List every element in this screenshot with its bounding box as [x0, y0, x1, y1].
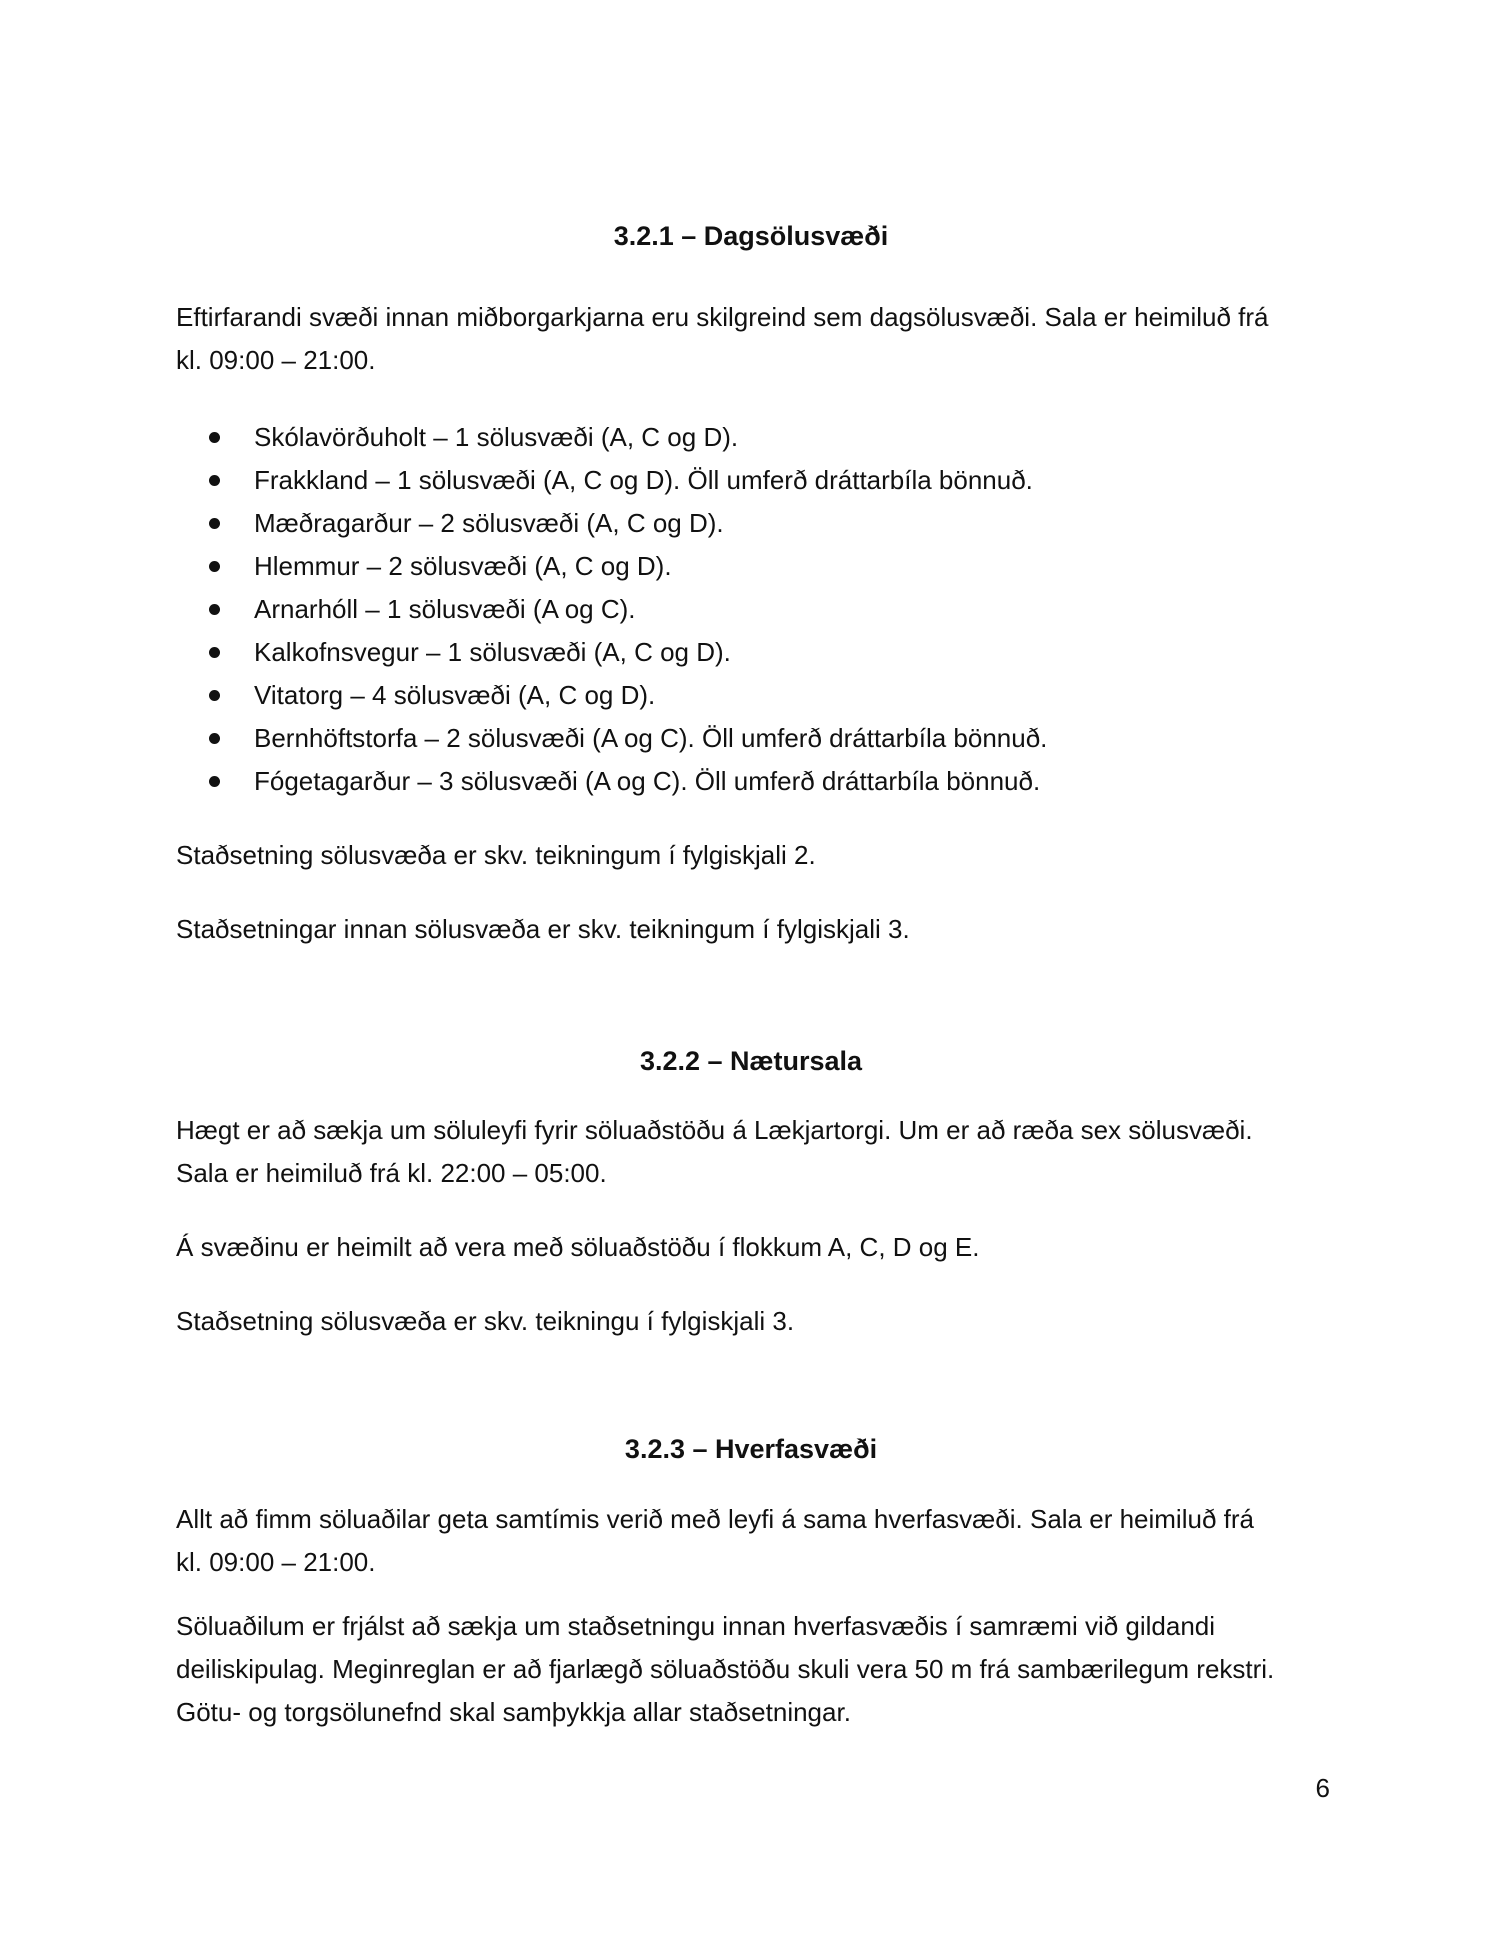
paragraph-hverfasvaedi-intro [176, 1498, 1326, 1584]
list-item-text: Mæðragarður – 2 sölusvæði (A, C og D). [254, 508, 724, 538]
text-line: deiliskipulag. Meginreglan er að fjarlægð söluaðstöðu skuli vera 50 m frá sambærilegum rekstri. [176, 1654, 1275, 1684]
text-line: Söluaðilum er frjálst að sækja um staðsetningu innan hverfasvæðis í samræmi við gildandi [176, 1611, 1216, 1641]
paragraph-hverfasvaedi-rules [176, 1605, 1326, 1734]
bullet-icon [209, 776, 220, 787]
paragraph-location-within-areas: Staðsetningar innan sölusvæða er skv. teikningum í fylgiskjali 3. [176, 914, 910, 944]
bullet-icon [209, 647, 220, 658]
list-item [176, 588, 1326, 631]
bullet-icon [209, 432, 220, 443]
bullet-icon [209, 690, 220, 701]
list-item-text: Bernhöftstorfa – 2 sölusvæði (A og C). Öll umferð dráttarbíla bönnuð. [254, 723, 1048, 753]
list-item-text: Hlemmur – 2 sölusvæði (A, C og D). [254, 551, 672, 581]
list-item-text: Skólavörðuholt – 1 sölusvæði (A, C og D). [254, 422, 739, 452]
paragraph-naetursala-intro [176, 1109, 1326, 1195]
paragraph-naetursala-location: Staðsetning sölusvæða er skv. teikningu í fylgiskjali 3. [176, 1306, 795, 1336]
page-number: 6 [1315, 1773, 1330, 1803]
list-item [176, 459, 1326, 502]
text-line: kl. 09:00 – 21:00. [176, 345, 376, 375]
text-line: Götu- og torgsölunefnd skal samþykkja allar staðsetningar. [176, 1697, 851, 1727]
section-heading-hverfasvaedi: 3.2.3 – Hverfasvæði [624, 1434, 878, 1464]
text-line: kl. 09:00 – 21:00. [176, 1547, 376, 1577]
text-line: Hægt er að sækja um söluleyfi fyrir söluaðstöðu á Lækjartorgi. Um er að ræða sex sölusvæði. [176, 1115, 1253, 1145]
paragraph-dagsolusvaedi-intro [176, 296, 1326, 382]
section-heading-dagsolusvaedi: 3.2.1 – Dagsölusvæði [613, 221, 889, 251]
list-item-text: Vitatorg – 4 sölusvæði (A, C og D). [254, 680, 656, 710]
bullet-icon [209, 475, 220, 486]
list-item-text: Kalkofnsvegur – 1 sölusvæði (A, C og D). [254, 637, 731, 667]
list-item-text: Arnarhóll – 1 sölusvæði (A og C). [254, 594, 636, 624]
list-item [176, 502, 1326, 545]
list-item [176, 674, 1326, 717]
text-line: Eftirfarandi svæði innan miðborgarkjarna eru skilgreind sem dagsölusvæði. Sala er heimiluð frá [176, 302, 1269, 332]
text-line: Allt að fimm söluaðilar geta samtímis verið með leyfi á sama hverfasvæði. Sala er heimiluð frá [176, 1504, 1254, 1534]
page-content [176, 216, 1326, 1734]
bullet-icon [209, 518, 220, 529]
list-item-text: Fógetagarður – 3 sölusvæði (A og C). Öll umferð dráttarbíla bönnuð. [254, 766, 1041, 796]
text-line: Sala er heimiluð frá kl. 22:00 – 05:00. [176, 1158, 607, 1188]
bullet-icon [209, 733, 220, 744]
list-item [176, 760, 1326, 803]
paragraph-allowed-categories: Á svæðinu er heimilt að vera með söluaðstöðu í flokkum A, C, D og E. [176, 1232, 980, 1262]
section-heading-naetursala: 3.2.2 – Nætursala [639, 1046, 863, 1076]
bullet-icon [209, 604, 220, 615]
list-item [176, 717, 1326, 760]
list-item [176, 545, 1326, 588]
bullet-icon [209, 561, 220, 572]
paragraph-location-areas: Staðsetning sölusvæða er skv. teikningum í fylgiskjali 2. [176, 840, 816, 870]
list-item-text: Frakkland – 1 sölusvæði (A, C og D). Öll umferð dráttarbíla bönnuð. [254, 465, 1033, 495]
sales-area-list [176, 416, 1326, 803]
list-item [176, 416, 1326, 459]
list-item [176, 631, 1326, 674]
